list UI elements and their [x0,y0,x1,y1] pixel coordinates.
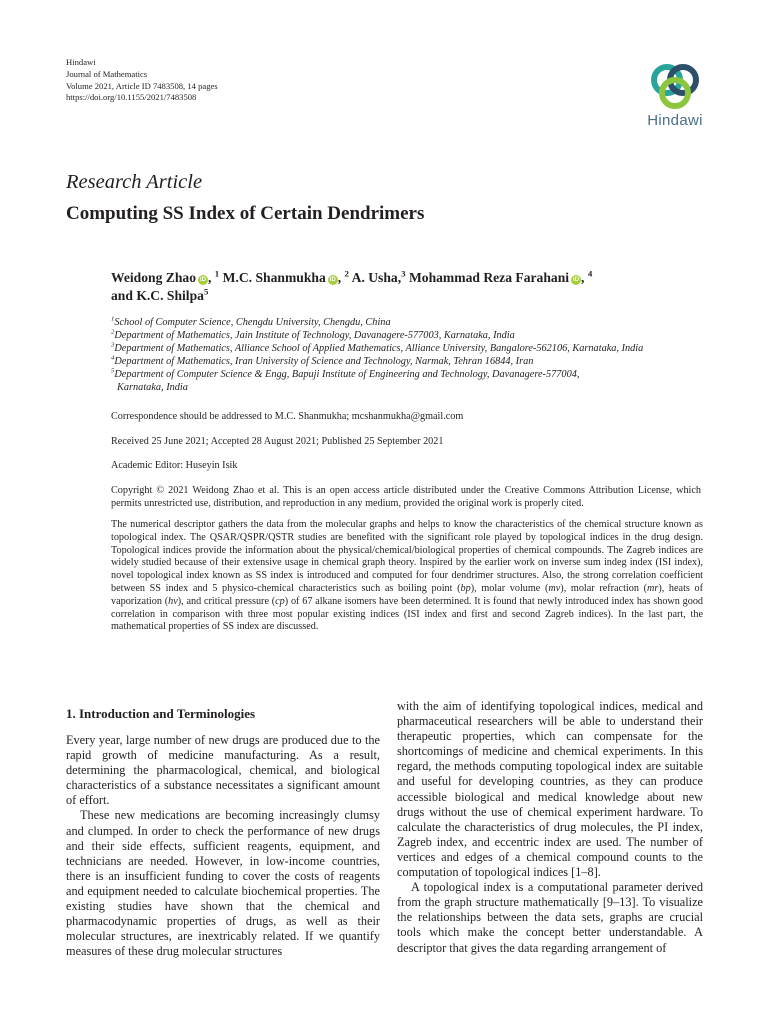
affiliation: $^2$Department of Mathematics, Jain Institute of Technology, Davanagere-577003, Karnataka, India [111,328,515,341]
section-heading: 1. Introduction and Terminologies [66,706,256,721]
affiliation: $^4$Department of Mathematics, Iran University of Science and Technology, Narmak, Tehran 16844, Iran [111,354,534,367]
affiliation: $^1$School of Computer Science, Chengdu University, Chengdu, China [111,315,391,328]
journal-header [66,57,218,104]
body-paragraph: A topological index is a computational parameter derived from the graph structure mathematically [9–13]. To visualize the relationships between the data sets, graphs are crucial tools which make the concept better understandable. A descriptor that gives the data regarding arrangement of [397,880,703,955]
body-paragraph: with the aim of identifying topological indices, medical and pharmaceutical researchers will be able to understand their therapeutic properties, which can compensate for the shortcomings of medicine and chemical experiments. In this regard, the methods computing topological index are suitable and useful for developing countries, as they can produce accessible biological and medical knowledge about new drugs without the use of chemical experiment hardware. To calculate the characteristics of drug molecules, the PI index, Zagreb index, and eccentric index are used. The number of vertices and edges of a chemical compound counts to the computation of topological indices [1–8]. [397,699,703,880]
hindawi-logo [634,60,716,136]
article-type: Research Article [66,171,203,193]
affiliations [111,316,711,394]
academic-editor: Academic Editor: Huseyin Isik [111,460,238,471]
author: Weidong Zhao iD , $^1$ [111,268,220,285]
affiliation: $^3$Department of Mathematics, Alliance School of Applied Mathematics, Alliance University, Bangalore-562106, Karnataka, India [111,341,644,354]
affiliation-continuation: Karnataka, India [117,382,188,393]
body-paragraph: These new medications are becoming increasingly clumsy and clumped. In order to check the performance of new drugs and their side effects, sufficient reagents, equipment, and technicians are needed. However, in low-income countries, there is an insufficient funding to cover the costs of reagents and equipment needed to calculate biochemical properties. The existing studies have shown that the chemical and pharmacodynamic properties of drugs, as well as their molecular structures, are inextricably related. If we quantify measures of these drug molecular structures [66,808,380,959]
orcid-icon[interactable]: iD [329,277,336,283]
body-column-left [66,733,380,959]
author: and K.C. Shilpa$^5$ [111,286,209,303]
author-list [111,269,671,305]
publication-dates: Received 25 June 2021; Accepted 28 August 2021; Published 25 September 2021 [111,436,444,447]
body-paragraph: Every year, large number of new drugs are produced due to the rapid growth of medicine manufacturing. As a result, determining the pharmacological, chemical, and biological characteristics of a substance necessitates a significant amount of effort. [66,733,380,808]
volume-line: Volume 2021, Article ID 7483508, 14 pages [66,80,218,91]
doi-link[interactable]: https://doi.org/10.1155/2021/7483508 [66,92,197,103]
paper-title: Computing SS Index of Certain Dendrimers [66,203,425,224]
author: A. Usha,$^3$ [351,268,406,285]
logo-wordmark: Hindawi [647,112,703,129]
orcid-icon[interactable]: iD [573,277,580,283]
affiliation: $^5$Department of Computer Science & Engg, Bapuji Institute of Engineering and Technology, Davanagere-577004, [111,367,580,380]
correspondence: Correspondence should be addressed to M.C. Shanmukha; mcshanmukha@gmail.com [111,411,464,422]
body-column-right [397,699,703,956]
abstract: The numerical descriptor gathers the data from the molecular graphs and helps to know the characteristics of the chemical structure known as topological index. The QSAR/QSPR/QSTR studies are benefited with the significant role played by topological indices in the drug design. Topological indices provide the information about the physical/chemical/biological properties of chemical compounds. The Zagreb indices are widely studied because of their extensive usage in chemical graph theory. Inspired by the earlier work on inverse sum indeg index (ISI index), novel topological index known as SS index is introduced and computed for four dendrimer structures. Also, the strong correlation coefficient between SS index and 5 physico-chemical characteristics such as boiling point (bp), molar volume (mv), molar refraction (mr), heats of vaporization (hv), and critical pressure (cp) of 67 alkane isomers have been determined. It is found that newly introduced index has shown good correlation in comparison with three most popular existing indices (ISI index and first and second Zagreb indices). In the last part, the mathematical properties of SS index are discussed. [111,519,704,633]
author: M.C. Shanmukha iD , $^2$ [222,268,349,285]
orcid-icon[interactable]: iD [200,277,206,283]
publisher-name: Hindawi [66,57,96,67]
author: Mohammad Reza Farahani iD , $^4$ [408,268,593,285]
hindawi-logo-icon [649,60,701,112]
journal-name: Journal of Mathematics [66,68,148,79]
copyright-notice: Copyright © 2021 Weidong Zhao et al. This is an open access article distributed under the Creative Commons Attribution License, which permits unrestricted use, distribution, and reproduction in any medium, provided the original work is properly cited. [111,485,701,509]
